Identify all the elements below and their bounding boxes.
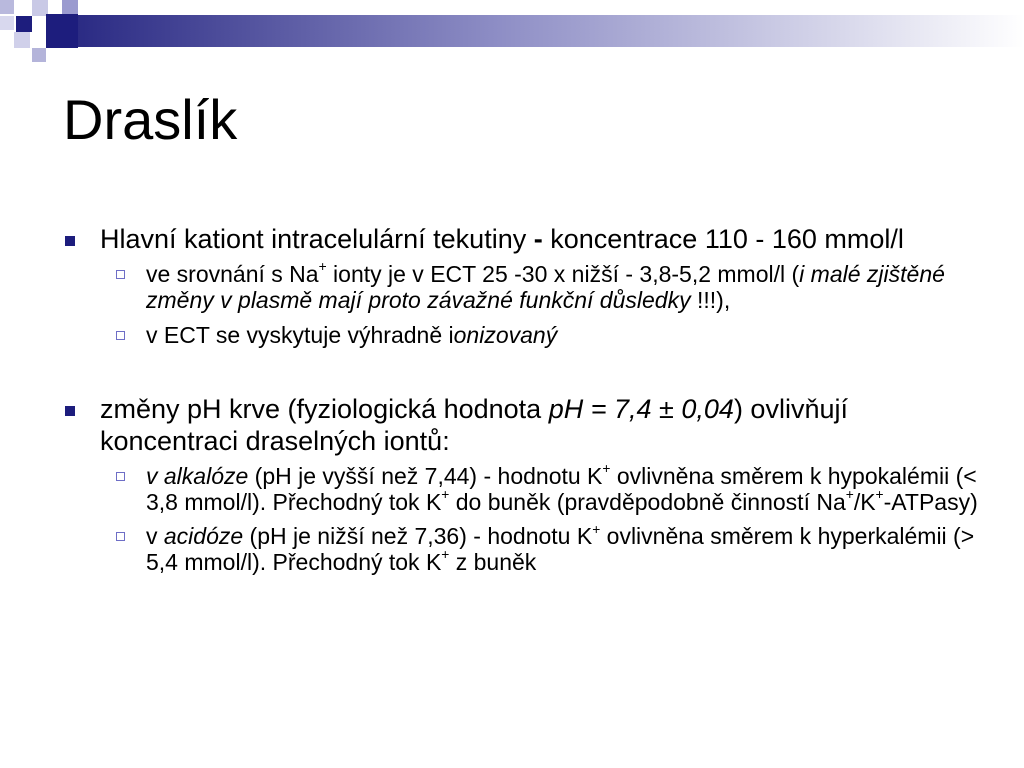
deco-square (32, 16, 46, 30)
deco-square (62, 0, 78, 14)
sub-bullet-item: v ECT se vyskytuje výhradně ionizovaný (146, 323, 982, 349)
slide-title: Draslík (63, 88, 238, 151)
square-bullet-icon (65, 236, 75, 246)
deco-square (30, 32, 46, 48)
deco-square (0, 0, 14, 14)
deco-square (32, 48, 46, 62)
deco-square (46, 14, 78, 48)
bullet-item-1: Hlavní kationt intracelulární tekutiny - koncentrace 110 - 160 mmol/l (62, 224, 982, 256)
square-bullet-icon (65, 406, 75, 416)
sub-bullet-item: ve srovnání s Na+ ionty je v ECT 25 -30 x nižší - 3,8-5,2 mmol/l (i malé zjištěné změny v plasmě mají proto závažné funkční důsledky !!!), (146, 262, 982, 314)
deco-square (16, 16, 32, 32)
sub-bullet-item: v alkalóze (pH je vyšší než 7,44) - hodnotu K+ ovlivněna směrem k hypokalémii (< 3,8 mmol/l). Přechodný tok K+ do buněk (pravděpodobně činností Na+/K+-ATPasy) (146, 464, 982, 516)
bullet-item-2: změny pH krve (fyziologická hodnota pH = 7,4 ± 0,04) ovlivňují koncentraci draselných iontů: (62, 394, 982, 458)
gradient-band (78, 15, 1024, 47)
hollow-square-bullet-icon (116, 331, 125, 340)
hollow-square-bullet-icon (116, 270, 125, 279)
deco-square (14, 32, 30, 48)
sub-bullet-item: v acidóze (pH je nižší než 7,36) - hodnotu K+ ovlivněna směrem k hyperkalémii (> 5,4 mmol/l). Přechodný tok K+ z buněk (146, 524, 982, 576)
deco-square (14, 0, 30, 16)
hollow-square-bullet-icon (116, 532, 125, 541)
header-decoration (0, 0, 1024, 70)
slide-content (62, 224, 982, 576)
deco-square (32, 0, 48, 16)
deco-square (0, 16, 14, 30)
hollow-square-bullet-icon (116, 472, 125, 481)
